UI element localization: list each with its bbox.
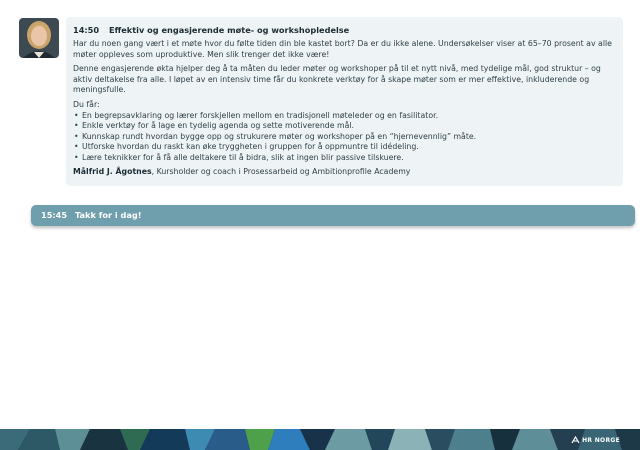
closing-label: Takk for i dag! [75, 210, 142, 220]
hr-norge-logo [571, 436, 620, 444]
footer-decoration [0, 429, 640, 450]
session-title: Effektiv og engasjerende møte- og workshopledelse [109, 25, 350, 35]
list-item: • Enkle verktøy for å lage en tydelig agenda og sette motiverende mål. [74, 121, 355, 131]
session-intro: Har du noen gang vært i et møte hvor du følte tiden din ble kastet bort? Da er du ikke alene. Undersøkelser viser at 65–70 prosent av alle møter oppleves som uproduktive. Men slik trenger det ikke være! [73, 39, 612, 59]
list-item: • En begrepsavklaring og lærer forskjellen mellom en tradisjonell møteleder og en fasilitator. [74, 110, 439, 120]
session-time: 14:50 [73, 25, 100, 35]
list-item: • Utforske hvordan du raskt kan øke tryggheten i gruppen for å oppmuntre til idédeling. [74, 142, 419, 152]
speaker-line [73, 166, 615, 177]
list-heading: Du får: [73, 99, 100, 109]
session-description: Denne engasjerende økta hjelper deg å ta måten du leder møter og workshoper på til et nytt nivå, med tydelige mål, god struktur – og aktiv deltakelse fra alle. I løpet av en intensiv time får du konkrete verktøy for å skape møter som er mer effektive, inkluderende og meningsfulle. [73, 64, 601, 95]
list-item: • Kunnskap rundt hvordan bygge opp og strukurere møter og workshoper på en “hjernevennlig” måte. [74, 131, 477, 141]
speaker-name: Målfrid J. Ågotnes [73, 166, 152, 176]
list-item: • Lære teknikker for å få alle deltakere til å bidra, slik at ingen blir passive tilskuere. [74, 152, 404, 162]
logo-mark-icon [571, 436, 580, 444]
speaker-role: , Kursholder og coach i Prosessarbeid og Ambitionprofile Academy [151, 166, 411, 176]
logo-text: HR NORGE [582, 436, 620, 444]
session-card [66, 17, 623, 186]
closing-bar [31, 205, 635, 226]
benefit-list [73, 111, 615, 164]
speaker-photo [19, 18, 59, 58]
closing-time: 15:45 [41, 210, 68, 220]
session-heading [73, 24, 615, 36]
